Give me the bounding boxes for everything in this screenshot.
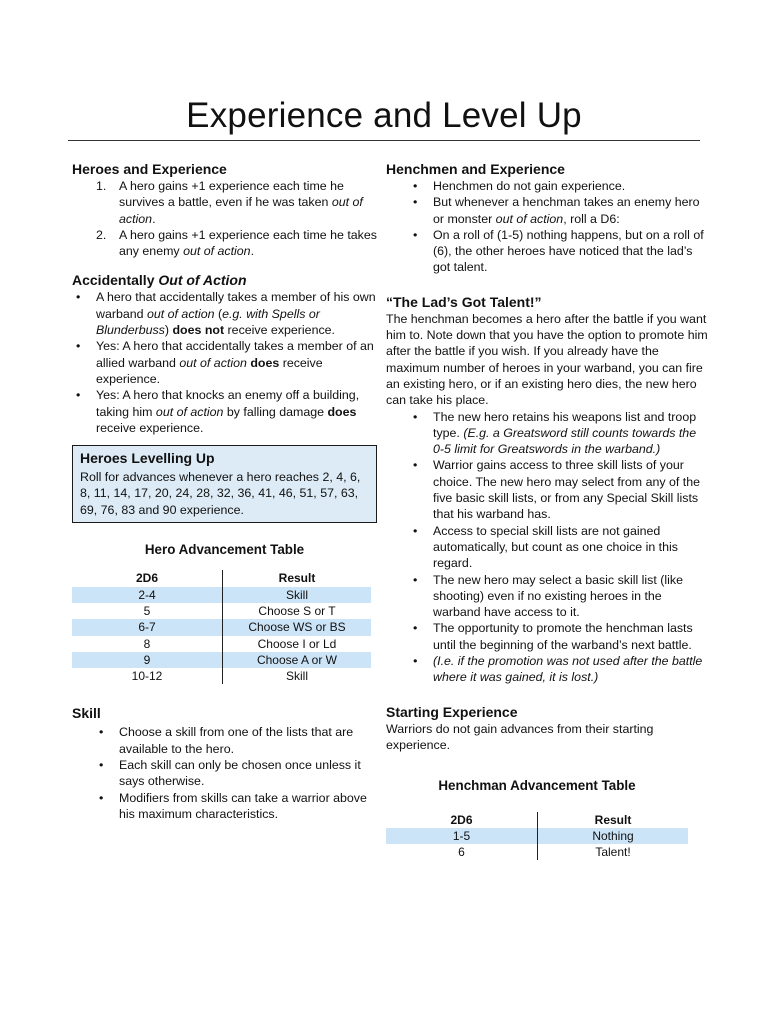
list-item: • The new hero may select a basic skill list (like shooting) even if no existing heroes in the warband have access to it.: [386, 572, 708, 621]
left-column: [72, 160, 377, 822]
hero-advancement-table: [72, 570, 371, 684]
list-item: • Henchmen do not gain experience.: [386, 178, 708, 194]
henchmen-experience-list: [386, 178, 708, 276]
list-item: • But whenever a henchman takes an enemy hero or monster out of action, roll a D6:: [386, 194, 708, 227]
table-row: 1-5 Nothing: [386, 828, 688, 844]
list-item: • Modifiers from skills can take a warrior above his maximum characteristics.: [72, 790, 377, 823]
table-header-row: 2D6 Result: [72, 570, 371, 586]
hero-table-title: Hero Advancement Table: [144, 542, 305, 558]
henchmen-experience-heading: Henchmen and Experience: [386, 161, 565, 177]
table-row: 10-12 Skill: [72, 668, 371, 684]
list-item: • Choose a skill from one of the lists that are available to the hero.: [72, 724, 377, 757]
list-item: 1. A hero gains +1 experience each time he survives a battle, even if he was taken out of action.: [96, 179, 363, 226]
right-column: [386, 160, 708, 860]
heroes-experience-list: [72, 178, 377, 259]
list-item: • Yes: A hero that accidentally takes a member of an allied warband out of action does receive experience.: [72, 338, 377, 387]
list-item: • A hero that accidentally takes a member of his own warband out of action (e.g. with Spells or Blunderbuss) does not receive experience.: [72, 289, 377, 338]
henchman-table-title: Henchman Advancement Table: [438, 778, 636, 794]
table-row: 5 Choose S or T: [72, 603, 371, 619]
list-item: 2. A hero gains +1 experience each time he takes any enemy out of action.: [96, 227, 377, 259]
starting-experience-text: Warriors do not gain advances from their starting experience.: [386, 721, 654, 752]
title-rule: [68, 140, 700, 141]
heroes-experience-heading: Heroes and Experience: [72, 161, 227, 177]
page-title: Experience and Level Up: [186, 96, 582, 135]
table-row: 8 Choose I or Ld: [72, 636, 371, 652]
levelling-box: [72, 445, 377, 523]
list-item: • Access to special skill lists are not gained automatically, but count as one choice in this regard.: [386, 523, 708, 572]
starting-experience-heading: Starting Experience: [386, 703, 518, 720]
list-item: • Warrior gains access to three skill lists of your choice. The new hero may select from any of the five basic skill lists, or from any Special Skill lists that his warband has.: [386, 457, 708, 522]
levelling-text: Roll for advances whenever a hero reaches 2, 4, 6, 8, 11, 14, 17, 20, 24, 28, 32, 36, 41, 46, 51, 57, 63, 69, 76, 83 and 90 experience.: [80, 470, 361, 517]
lads-talent-heading: “The Lad’s Got Talent!”: [386, 293, 542, 310]
lads-talent-intro: The henchman becomes a hero after the battle if you want him to. Note down that you have the option to promote him after the battle if you wish. If you already have the maximum number of heroes in your warband, you can fire an existing hero, or if an existing hero dies, the new hero can take his place.: [386, 311, 708, 408]
list-item: • (I.e. if the promotion was not used after the battle where it was gained, it is lost.): [386, 653, 708, 686]
lads-talent-list: [386, 409, 708, 686]
list-item: • The new hero retains his weapons list and troop type. (E.g. a Greatsword still counts towards the 0-5 limit for Greatswords in the warband.): [386, 409, 708, 458]
table-row: 6 Talent!: [386, 844, 688, 860]
list-item: • On a roll of (1-5) nothing happens, but on a roll of (6), the other heroes have noticed that the lad’s got talent.: [386, 227, 708, 276]
skill-list: [72, 724, 377, 822]
list-item: • Each skill can only be chosen once unless it says otherwise.: [72, 757, 377, 790]
henchman-advancement-table: [386, 812, 688, 861]
table-row: 2-4 Skill: [72, 587, 371, 603]
table-header-row: 2D6 Result: [386, 812, 688, 828]
accidentally-heading: Accidentally Out of Action: [72, 272, 247, 289]
levelling-heading: Heroes Levelling Up: [80, 450, 215, 467]
skill-heading: Skill: [72, 705, 101, 722]
list-item: • Yes: A hero that knocks an enemy off a building, taking him out of action by falling damage does receive experience.: [72, 387, 377, 436]
table-row: 6-7 Choose WS or BS: [72, 619, 371, 635]
table-row: 9 Choose A or W: [72, 652, 371, 668]
list-item: • The opportunity to promote the henchman lasts until the beginning of the warband’s next battle.: [386, 620, 708, 653]
accidentally-list: [72, 289, 377, 436]
